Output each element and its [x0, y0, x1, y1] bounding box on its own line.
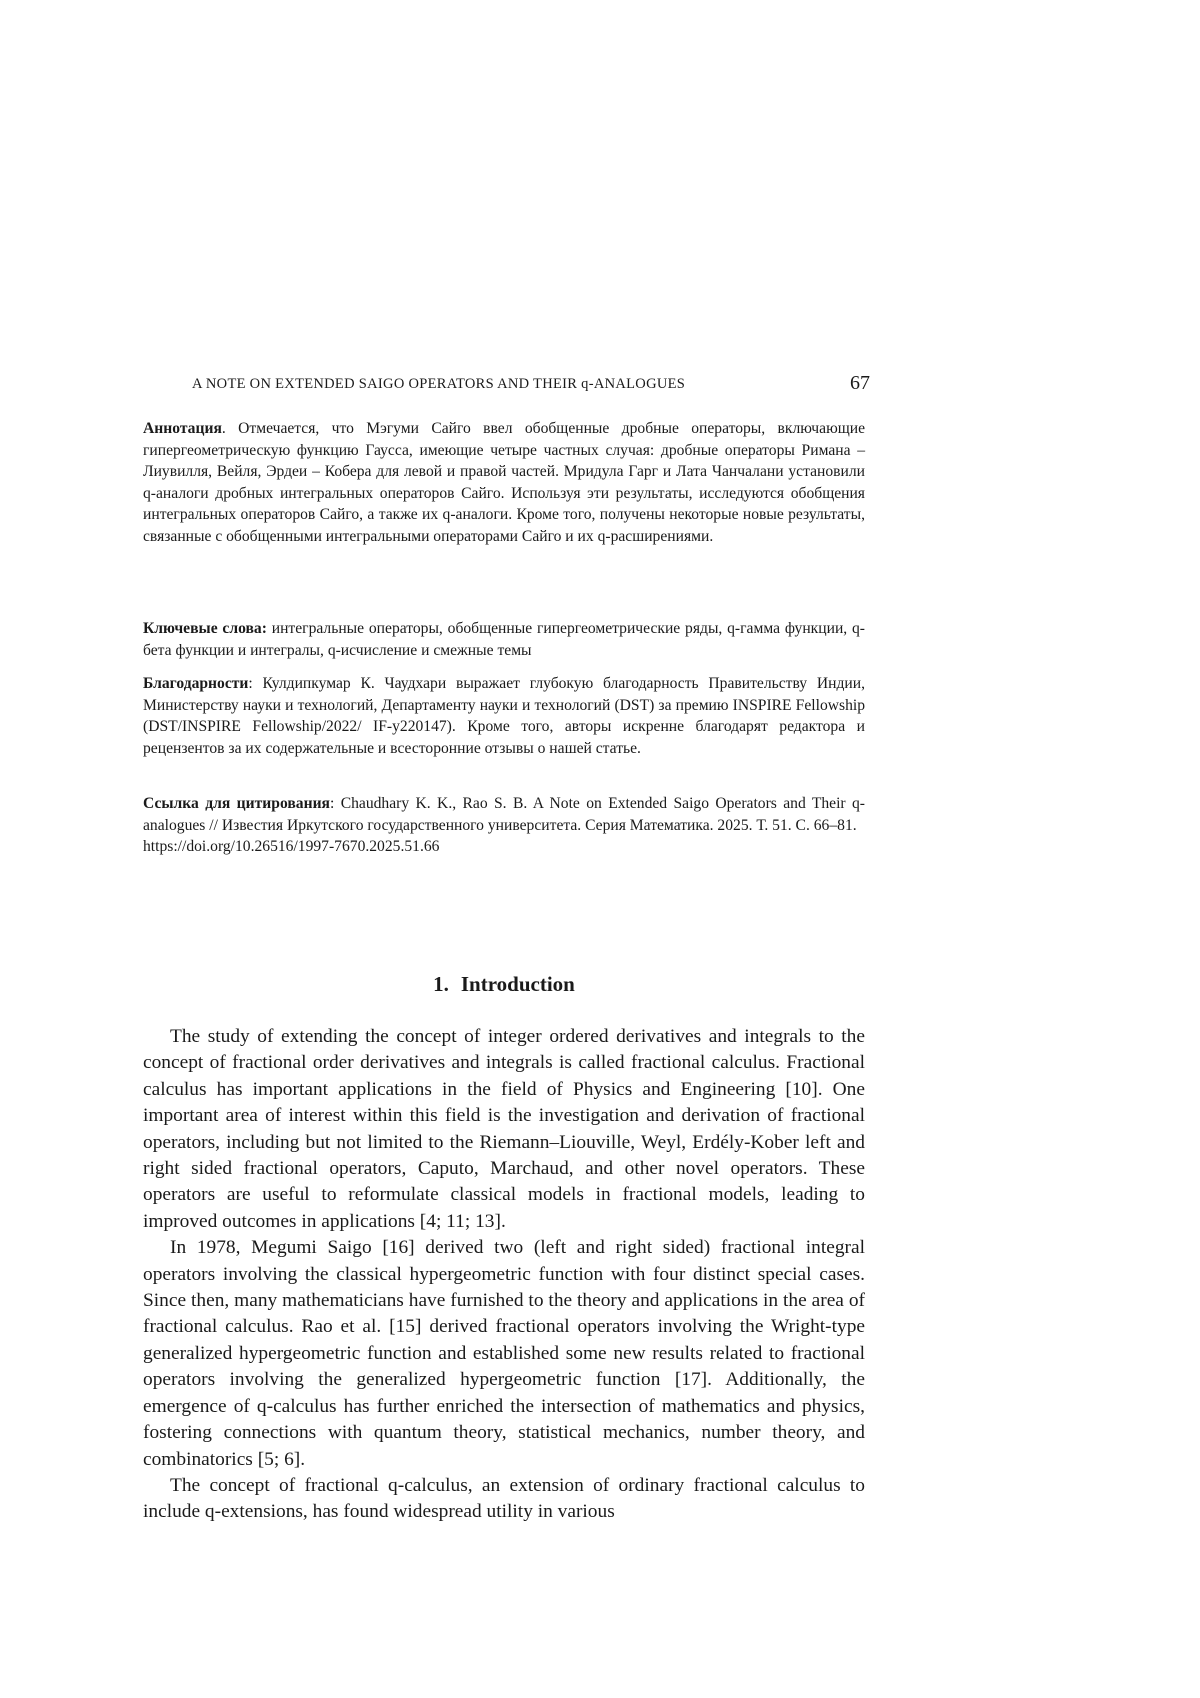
acknowledgements-text: : Кулдипкумар К. Чаудхари выражает глубокую благодарность Правительству Индии, Министерству науки и технологий, Департаменту науки и технологий (DST) за премию INSPIRE Fellowship (DST/INSPIRE Fellowship/2022/ IF-y220147). Кроме того, авторы искренне благодарят редактора и рецензентов за их содержательные и всесторонние отзывы о нашей статье.: [143, 675, 865, 757]
keywords: [143, 618, 865, 661]
citation-doi-link[interactable]: https://doi.org/10.26516/1997-7670.2025.51.66: [143, 838, 440, 856]
citation-label: Ссылка для цитирования: [143, 795, 330, 812]
running-title: A NOTE ON EXTENDED SAIGO OPERATORS AND THEIR q-ANALOGUES: [192, 376, 686, 392]
section-heading: [143, 970, 865, 998]
keywords-text: интегральные операторы, обобщенные гипергеометрические ряды, q-гамма функции, q-бета функции и интегралы, q-исчисление и смежные темы: [143, 620, 865, 659]
citation: [143, 793, 865, 858]
paragraph-2: In 1978, Megumi Saigo [16] derived two (left and right sided) fractional integral operators involving the classical hypergeometric function with four distinct special cases. Since then, many mathematicians have furnished to the theory and applications in the area of fractional calculus. Rao et al. [15] derived fractional operators involving the Wright-type generalized hypergeometric function and established some new results related to fractional operators involving the generalized hypergeometric function [17]. Additionally, the emergence of q-calculus has further enriched the intersection of mathematics and physics, fostering connections with quantum theory, statistical mechanics, number theory, and combinatorics [5; 6].: [143, 1237, 865, 1470]
section-title: Introduction: [460, 972, 575, 996]
paragraph-3: The concept of fractional q-calculus, an extension of ordinary fractional calculus to include q-extensions, has found widespread utility in various: [143, 1474, 865, 1523]
section-number: 1.: [433, 972, 449, 996]
abstract-text: . Отмечается, что Мэгуми Сайго ввел обобщенные дробные операторы, включающие гипергеометрическую функцию Гаусса, имеющие четыре частных случая: дробные операторы Римана – Лиувилля, Вейля, Эрдеи – Кобера для левой и правой частей. Мридула Гарг и Лата Чанчалани установили q-аналоги дробных интегральных операторов Сайго. Используя эти результаты, исследуются обобщения интегральных операторов Сайго, а также их q-аналоги. Кроме того, получены некоторые новые результаты, связанные с обобщенными интегральными операторами Сайго и их q-расширениями.: [143, 420, 865, 545]
acknowledgements: [143, 673, 865, 759]
acknowledgements-label: Благодарности: [143, 675, 249, 692]
keywords-label: Ключевые слова:: [143, 620, 267, 637]
abstract-russian: [143, 418, 865, 548]
body-text: [143, 1024, 865, 1526]
citation-text: : Chaudhary K. K., Rao S. B. A Note on Extended Saigo Operators and Their q-analogues // Известия Иркутского государственного университета. Серия Математика. 2025. Т. 51. С. 66–81.: [143, 795, 865, 834]
abstract-label: Аннотация: [143, 420, 222, 437]
running-head: [140, 372, 870, 398]
paragraph-1: The study of extending the concept of integer ordered derivatives and integrals to the concept of fractional order derivatives and integrals is called fractional calculus. Fractional calculus has important applications in the field of Physics and Engineering [10]. One important area of interest within this field is the investigation and derivation of fractional operators, including but not limited to the Riemann–Liouville, Weyl, Erdély-Kober left and right sided fractional operators, Caputo, Marchaud, and other novel operators. These operators are useful to reformulate classical models in fractional models, leading to improved outcomes in applications [4; 11; 13].: [143, 1026, 865, 1232]
page-number: 67: [850, 372, 870, 394]
